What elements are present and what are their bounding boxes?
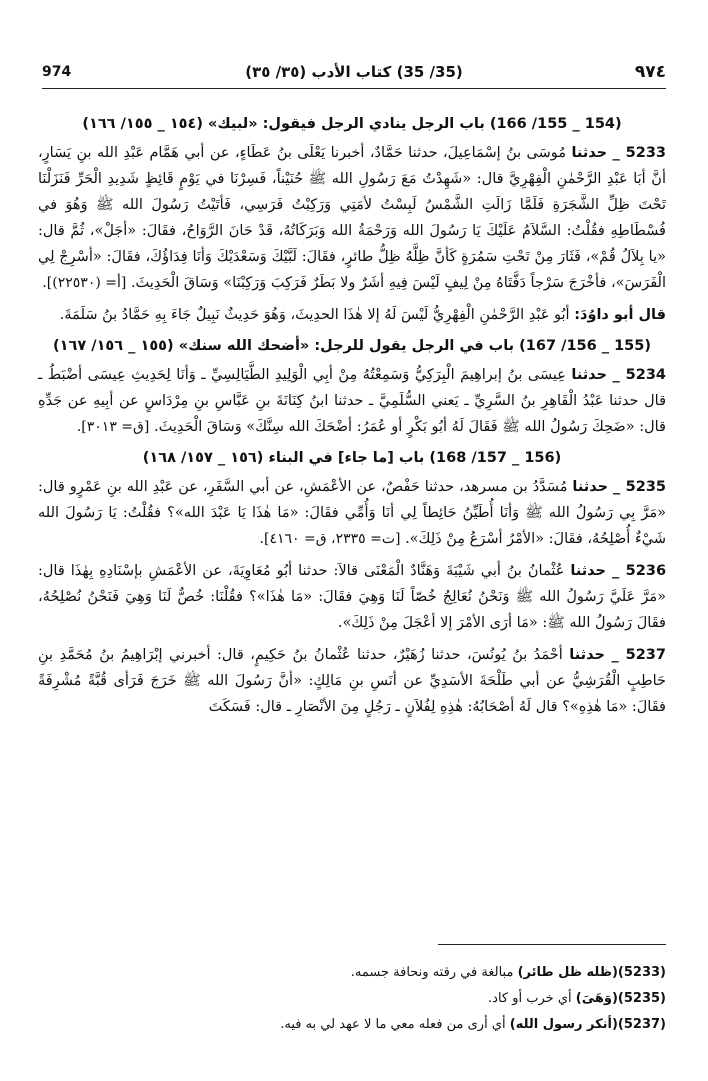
- hadith-reference: [أ= (٢٢٥٣٠)].: [42, 275, 127, 291]
- hadith-reference: [ق= ٣٠١٣].: [76, 419, 150, 435]
- hadith-opening: حدثنا: [569, 647, 605, 663]
- page-header: [42, 60, 666, 89]
- hadith-5233: [38, 140, 666, 296]
- chapter-heading-155: (155 _ 156/ 167) باب في الرجل يقول للرجل: «أضحك الله سنك» (١٥٥ _ ١٥٦/ ١٦٧): [53, 338, 651, 354]
- note-opening: قال أبو داوُدَ:: [574, 307, 666, 323]
- abu-dawud-note: [38, 302, 666, 328]
- page-body: [38, 112, 666, 726]
- hadith-text: مُسَدَّدُ بن مسرهد، حدثنا حَفْصٌ، عن الأعْمَشِ، عن أبي السَّفَرِ، عن عَبْدِ الله بنِ عَمْرٍو قال: «مَرَّ بِي رَسُولُ الله ﷺ وَأنَا أُطَيِّنُ حَائِطاً لِي أنَا وَأُمِّي فقَالَ: «مَا هٰذَا يَا عَبْدَ الله»؟ فقُلْتُ: يَا رَسُولَ الله شَيْءٌ أُصْلِحُهُ، فقَالَ: «الأمْرُ أسْرَعُ مِنْ ذَلِكَ».: [38, 479, 666, 547]
- page-number-arabic: ٩٧٤: [634, 62, 666, 82]
- hadith-text: عِيسَى بنُ إبراهِيمَ الْبِرَكِيُّ وَسَمِعْتُهُ مِنْ أبِي الْوَلِيدِ الطَّيَالِسِيِّ ـ وَأنَا لِحَدِيثِ عِيسَى أضْبَطُ ـ قال حدثنا عَبْدُ الْقَاهِرِ بنُ السَّرِيِّ ـ يَعني السُّلَمِيَّ ـ حدثنا ابنُ كِنَانَةَ بنِ عَبَّاسِ بنِ مِرْدَاسٍ عن أبِيهِ عن جَدِّهِ قال: «ضَحِكَ رَسُولُ الله ﷺ فَقَالَ لَهُ أبُو بَكْرٍ أو عُمَرُ: أضْحَكَ الله سِنَّكَ» وَسَاقَ الْحَدِيثَ.: [38, 367, 666, 435]
- footnote-5233: [38, 960, 666, 986]
- footnote-key: (5233)(ظله ظل طائر): [517, 965, 666, 980]
- hadith-opening: حدثنا: [572, 479, 609, 495]
- hadith-number: 5233 _: [612, 145, 667, 161]
- chapter-heading-154: (154 _ 155/ 166) باب الرجل ينادي الرجل فيقول: «لبيك» (١٥٤ _ ١٥٥/ ١٦٦): [82, 116, 622, 132]
- footnote-text: أي أرى من فعله معي ما لا عهد لي به فيه.: [280, 1017, 506, 1032]
- hadith-reference: [ت= ٢٣٣٥، ق= ٤١٦٠].: [259, 531, 401, 547]
- hadith-number: 5235 _: [613, 479, 667, 495]
- footnote-5235: [38, 986, 666, 1012]
- hadith-5236: [38, 558, 666, 636]
- footnote-divider: [438, 944, 666, 945]
- footnote-text: مبالغة في رقته ونحافة جسمه.: [350, 965, 514, 980]
- chapter-heading-156: (156 _ 157/ 168) باب [ما جاء] في البناء (١٥٦ _ ١٥٧/ ١٦٨): [142, 450, 562, 466]
- footnotes: [38, 960, 666, 1038]
- hadith-number: 5237 _: [611, 647, 666, 663]
- hadith-5234: [38, 362, 666, 440]
- note-text: أبُو عَبْدِ الرَّحْمٰنِ الْفِهْرِيُّ لَيْسَ لَهُ إلا هٰذَا الحدِيثَ، وَهُوَ حَدِيثٌ نَبِيلٌ جَاءَ بِهِ حَمَّادُ بنُ سَلَمَةَ.: [59, 307, 570, 323]
- hadith-opening: حدثنا: [570, 563, 607, 579]
- hadith-5235: [38, 474, 666, 552]
- hadith-text: مُوسَى بنُ إسْمَاعِيلَ، حدثنا حَمَّادٌ، أخبرنا يَعْلَى بنُ عَطَاءٍ، عن أبي هَمَّام عَبْدِ الله بنِ يَسَارٍ، أنَّ أبَا عَبْدِ الرَّحْمٰنِ الْفِهْرِيَّ قال: «شَهِدْتُ مَعَ رَسُولِ الله ﷺ حُنَيْناً، فَسِرْنَا في يَوْمٍ قَائِظٍ شَدِيدِ الْحَرِّ فَنَزَلْنَا تَحْتَ ظِلِّ الشَّجَرَةِ فَلَمَّا زَالَتِ الشَّمْسُ لَبِسْتُ لأمَتِي وَرَكِبْتُ فَرَسِي، فَأتَيْتُ رَسُولَ الله ﷺ وَهُوَ في فُسْطَاطِهِ فقُلْتُ: السَّلاَمُ عَلَيْكَ يَا رَسُولَ الله وَرَحْمَةُ الله وَبَرَكَاتُهُ، قَدْ حَانَ الرَّوَاحُ، فقَالَ: «أجَلْ»، ثُمَّ قال: «يا بِلاَلُ قُمْ»، فَثَارَ مِنْ تَحْتِ سَمُرَةٍ كَأنَّ ظِلَّهُ ظِلُّ طائرٍ، فقَالَ: لَبَّيْكَ وَسَعْدَيْكَ وَأنَا فِدَاؤُكَ، فقَالَ: «أسْرِجْ لِي الْفَرَسَ»، فأخْرَجَ سَرْجاً دَفَّتَاهُ مِنْ لِيفٍ لَيْسَ فِيهِ أشَرٌ ولا بَطَرٌ فَرَكِبَ وَرَكِبْنَا» وَسَاقَ الْحَدِيثَ.: [38, 145, 666, 291]
- hadith-number: 5234 _: [612, 367, 666, 383]
- running-title: (35/ 35) كتاب الأدب (٣٥/ ٣٥): [245, 63, 463, 81]
- footnote-key: (5235)(وَهَىَ): [575, 991, 666, 1006]
- hadith-opening: حدثنا: [571, 367, 608, 383]
- page-number-latin: 974: [42, 64, 72, 80]
- hadith-5237: [38, 642, 666, 720]
- hadith-text: أحْمَدُ بنُ يُونُسَ، حدثنا زُهَيْرٌ، حدثنا عُثْمانُ بنُ حَكِيمٍ، قال: أخبرني إبْرَاهِيمُ بنُ مُحَمَّدِ بنِ حَاطِبٍ الْقُرَشِيُّ عن أبي طَلْحَةَ الأسَدِيِّ عن أنَسِ بنِ مَالِكٍ: «أنَّ رَسُولَ الله ﷺ خَرَجَ فَرَأى قُبَّةً مُشْرِفَةً فقَالَ: «مَا هٰذِهِ»؟ قال لَهُ أصْحَابُهُ: هٰذِهِ لِفُلاَنٍ ـ رَجُلٍ مِنَ الأنْصَارِ ـ قال: فَسَكَتَ: [38, 647, 666, 715]
- footnote-key: (5237)(أنكر رسول الله): [509, 1017, 666, 1032]
- hadith-text: عُثْمانُ بنُ أبي شَيْبَةَ وَهَنَّادٌ الْمَعْنَى قالاَ: حدثنا أبُو مُعَاوِيَةَ، عن الأعْمَشِ بإسْنَادِهِ بِهٰذَا قال: «مَرَّ عَلَيَّ رَسُولُ الله ﷺ وَنَحْنُ نُعَالِجُ خُصّاً لَنَا وَهِيَ فقَالَ: «مَا هٰذَا»؟ فقُلْنَا: خُصٌّ لَنَا وَهِيَ فَنَحْنُ نُصْلِحُهُ، فقَالَ رَسُولُ الله ﷺ: «مَا أرَى الأمْرَ إلا أعْجَلَ مِنْ ذَلِكَ».: [38, 563, 666, 631]
- hadith-number: 5236 _: [612, 563, 667, 579]
- footnote-text: أي خرب أو كاد.: [488, 991, 572, 1006]
- footnote-5237: [38, 1012, 666, 1038]
- hadith-opening: حدثنا: [571, 145, 608, 161]
